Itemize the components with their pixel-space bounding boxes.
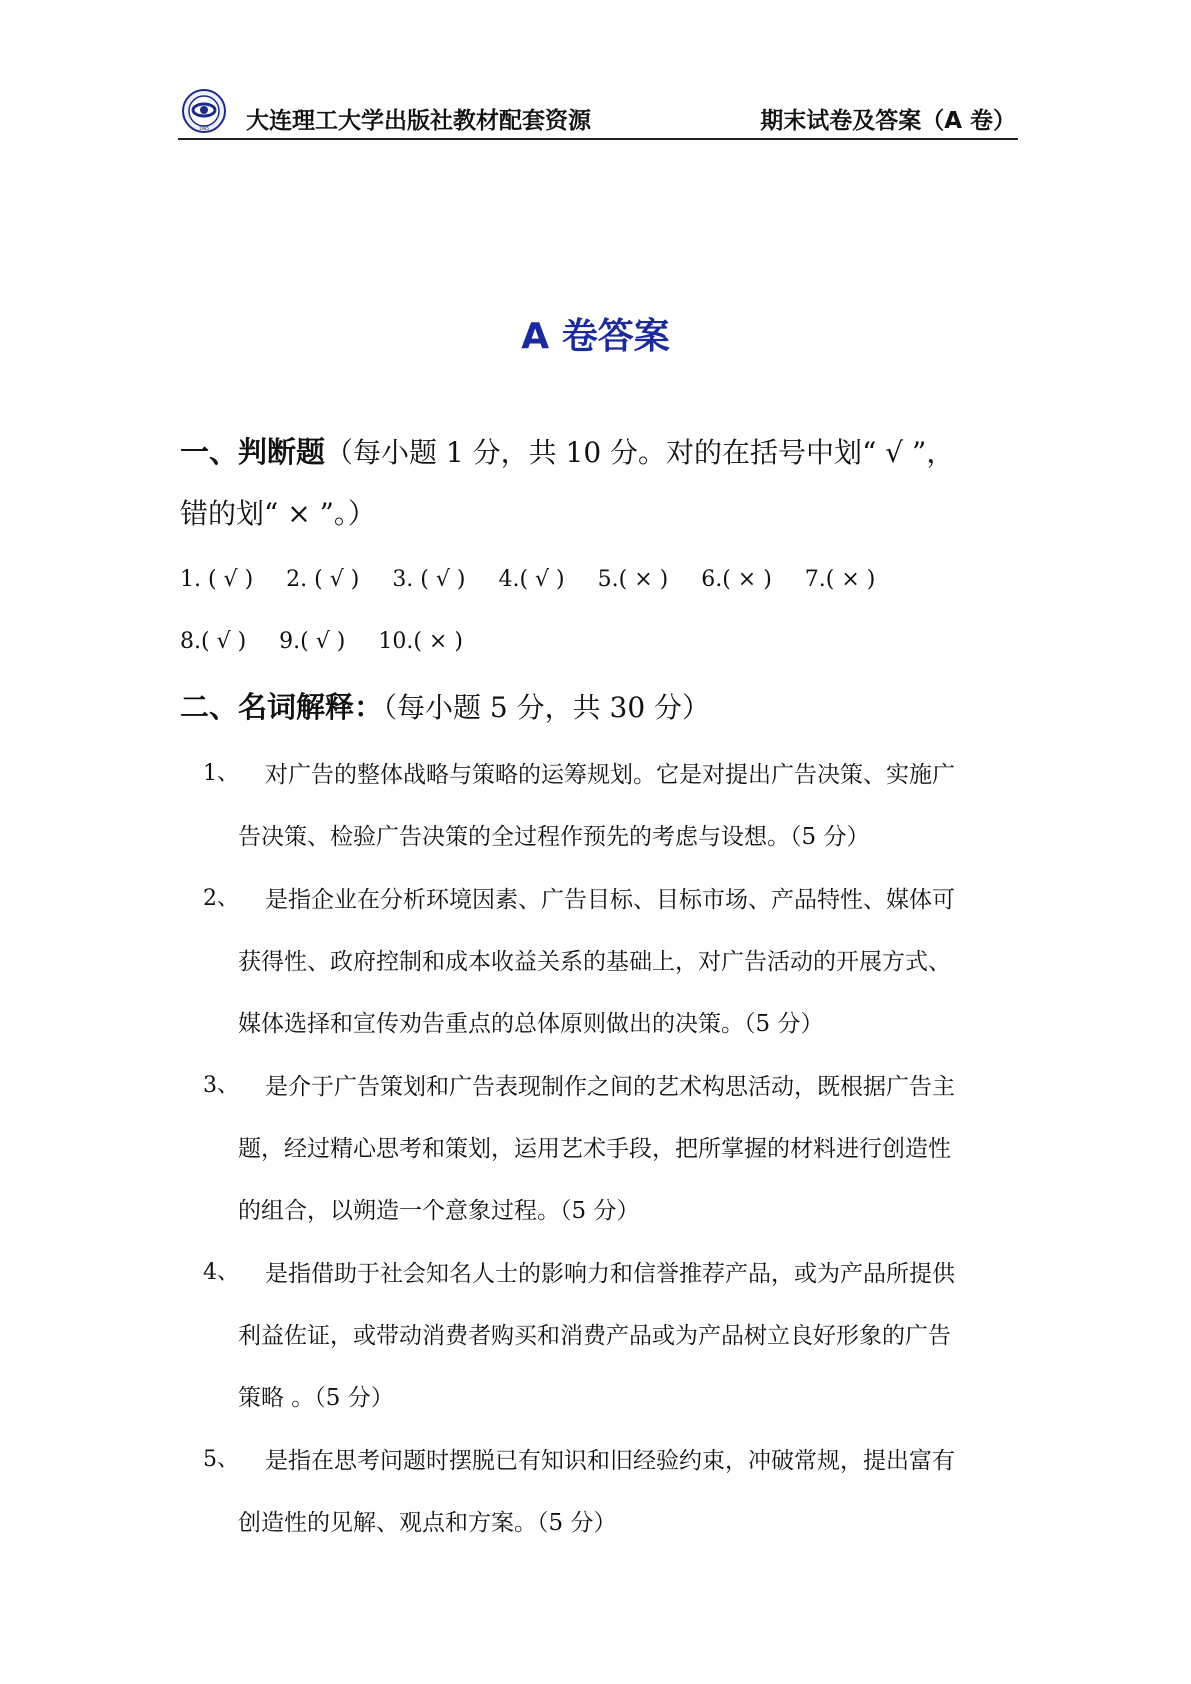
page-title: A 卷答案 [521,316,670,357]
definition-4-number: 4、 [203,1260,239,1285]
definition-5-number: 5、 [203,1447,239,1472]
section1-instruction-part1: （每小题 1 分，共 10 分。对的在括号中划“ √ ”， [325,436,955,469]
definition-3-number: 3、 [203,1073,239,1098]
definition-1-number: 1、 [203,761,239,786]
definition-2-line-2: 获得性、政府控制和成本收益关系的基础上，对广告活动的开展方式、 [238,949,951,975]
definition-3-line-1: 是介于广告策划和广告表现制作之间的艺术构思活动，既根据广告主 [265,1074,955,1100]
section1-heading: 一、判断题 [180,435,326,469]
definition-2-line-3: 媒体选择和宣传劝告重点的总体原则做出的决策。（5 分） [238,1011,824,1037]
section2-instruction: （每小题 5 分，共 30 分） [383,691,711,724]
definition-1-line-2: 告决策、检验广告决策的全过程作预先的考虑与设想。（5 分） [238,824,870,850]
definition-5-line-1: 是指在思考问题时摆脱已有知识和旧经验约束，冲破常规，提出富有 [265,1448,955,1474]
section2-heading-line [180,685,710,726]
section1-instruction-part2: 错的划“ × ”。） [180,497,376,530]
answer-9: 9.( √ ) [279,629,346,654]
answer-3: 3. ( √ ) [392,567,466,592]
answers-row-2 [180,629,489,654]
definition-4-line-3: 策略 。（5 分） [238,1385,394,1411]
section1-heading-line [180,430,954,471]
definition-1-line-1: 对广告的整体战略与策略的运筹规划。它是对提出广告决策、实施广 [265,762,955,788]
definition-4-line-2: 利益佐证，或带动消费者购买和消费产品或为产品树立良好形象的广告 [238,1323,951,1349]
page-header [178,88,1018,140]
definition-3-line-3: 的组合，以朔造一个意象过程。（5 分） [238,1198,640,1224]
answer-6: 6.( × ) [701,567,772,592]
answer-2: 2. ( √ ) [286,567,360,592]
definition-4-line-1: 是指借助于社会知名人士的影响力和信誉推荐产品，或为产品所提供 [265,1261,955,1287]
answer-5: 5.( × ) [597,567,669,592]
logo-year: 1985 [198,126,210,131]
answer-4: 4.( √ ) [498,567,565,592]
definition-2-number: 2、 [203,886,239,911]
answer-1: 1. ( √ ) [180,567,254,592]
definition-5-line-2: 创造性的见解、观点和方案。（5 分） [238,1510,617,1536]
definition-2-line-1: 是指企业在分析环境因素、广告目标、目标市场、产品特性、媒体可 [265,887,955,913]
university-logo-icon [181,88,227,134]
section1-instruction-line2 [180,492,376,532]
definition-3-line-2: 题，经过精心思考和策划，运用艺术手段，把所掌握的材料进行创造性 [238,1136,951,1162]
document-type: 期末试卷及答案（A 卷） [760,108,1016,134]
answer-7: 7.( × ) [804,567,876,592]
answers-row-1 [180,567,901,592]
section2-heading: 二、名词解释： [180,690,384,724]
answer-8: 8.( √ ) [180,629,247,654]
publisher-name: 大连理工大学出版社教材配套资源 [246,108,591,134]
answer-10: 10.( × ) [378,629,463,654]
